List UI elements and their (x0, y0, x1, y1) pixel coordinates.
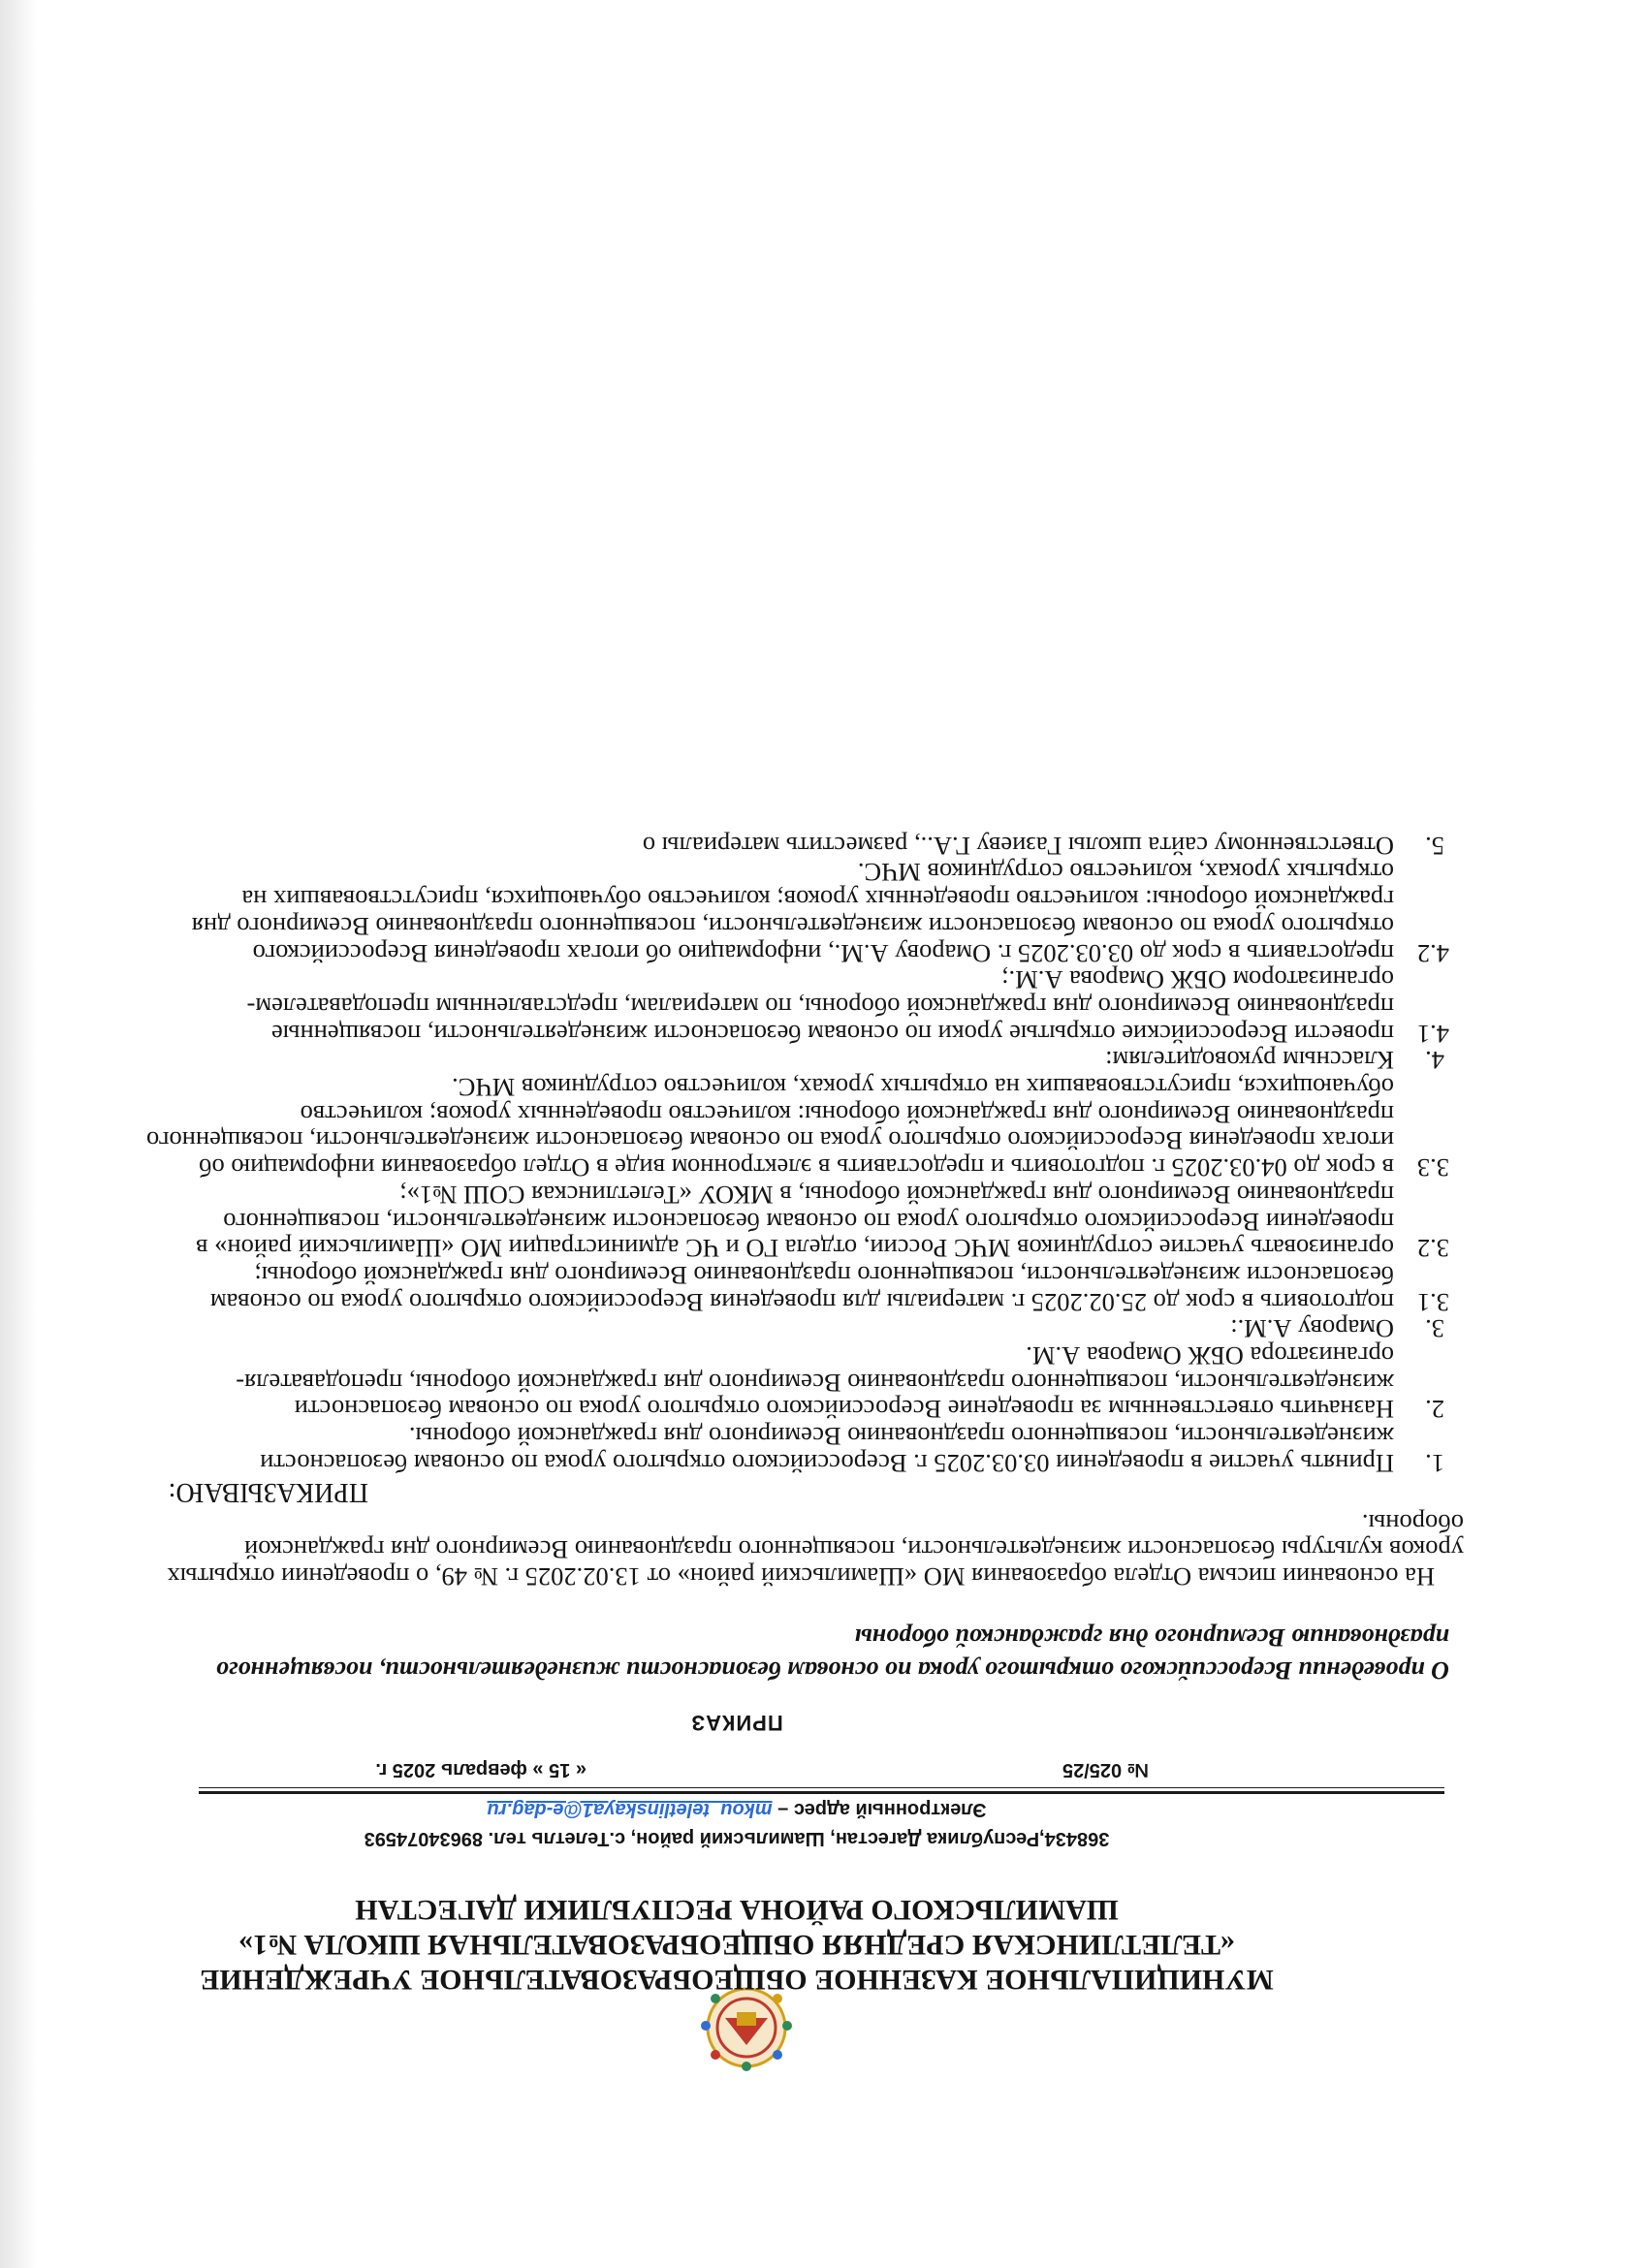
scan-edge-shadow (0, 0, 37, 2268)
item-number: 3.3 (1416, 1153, 1449, 1183)
item-text: Омарову А.М.: (1230, 1314, 1394, 1344)
order-subitem (141, 1073, 1464, 1181)
item-text: Принять участие в проведении 03.03.2025 г. Всероссийского открытого урока по основам безопасности жизнедеятельности, посвященного празднованию Всемирного дня гражданской обороны. (260, 1422, 1394, 1478)
item-text: организовать участие сотрудников МЧС России, отдела ГО и ЧС администрации МО «Шамильский район» в проведении Всероссийского открытого урока по основам безопасности жизнедеятельности, посвященного празднованию Всемирного дня гражданской обороны, в МКОУ «Телетлинская СОШ №1»; (196, 1180, 1394, 1264)
order-number: № 025/25 (1062, 1759, 1149, 1780)
item-text: в срок до 04.03.2025 г. подготовить и предоставить в электронном виде в Отдел образования информацию об итогах проведения Всероссийского открытого урока по основам безопасности жизнедеятельности, посвященного празднованию Всемирного дня гражданской обороны: количество проведенных уроков; количество обучающихся, присутствовавших на открытых уроках, количество сотрудников МЧС. (146, 1073, 1394, 1183)
order-item (141, 1341, 1464, 1425)
org-line: МУНИЦИПАЛЬНОЕ КАЗЕННОЕ ОБЩЕОБРАЗОВАТЕЛЬНОЕ УЧРЕЖДЕНИЕ (200, 1964, 1274, 1996)
item-number: 2. (1425, 1395, 1444, 1425)
order-subitem (141, 1180, 1464, 1264)
order-subitem (141, 859, 1464, 966)
item-number: 4.1 (1416, 1019, 1449, 1049)
item-text: провести Всероссийские открытые уроки по основам безопасности жизнедеятельности, посвященные празднованию Всемирного дня гражданской обороны, по материалам, представленным преподавателем-организатором ОБЖ Омарова А.М.; (246, 965, 1394, 1049)
order-subject: О проведении Всероссийского открытого урока по основам безопасности жизнедеятельности, посвященного празднованию Всемирного дня гражданской обороны (215, 1623, 1449, 1685)
item-number: 3.1 (1416, 1287, 1449, 1317)
order-date: « 15 » февраль 2025 г. (375, 1759, 586, 1780)
document-title: ПРИКАЗ (690, 1711, 783, 1735)
item-text: Назначить ответственным за проведение Всероссийского открытого урока по основам безопасности жизнедеятельности, посвященного празднованию Всемирного дня гражданской обороны, преподавателя-организатора ОБЖ Омарова А.М. (236, 1341, 1394, 1425)
org-email-line (194, 1797, 1280, 1822)
order-item (141, 1422, 1464, 1478)
item-text: предоставить в срок до 03.03.2025 г. Омарову А.М., информацию об итогах проведения Всероссийского открытого урока по основам безопасности жизнедеятельности, посвященного празднованию Всемирного дня гражданской обороны: количество проведенных уроков; количество обучающихся, присутствовавших на открытых уроках, количество сотрудников МЧС. (191, 858, 1394, 968)
item-number: 5. (1425, 831, 1444, 861)
org-line: «ТЕЛЕТЛИНСКАЯ СРЕДНЯЯ ОБЩЕОБРАЗОВАТЕЛЬНАЯ ШКОЛА №1» (238, 1929, 1236, 1961)
order-item (141, 832, 1464, 859)
intro-paragraph: На основании письма Отдела образования МО «Шамильский район» от 13.02.2025 г. № 49, о проведении открытых уроков культуры безопасности жизнедеятельности, посвященного празднованию Всемирного дня гражданской обороны. (167, 1508, 1464, 1591)
order-subitem (141, 966, 1464, 1047)
item-text: подготовить в срок до 25.02.2025 г. материалы для проведения Всероссийского открытого урока по основам безопасности жизнедеятельности, посвященного празднованию Всемирного дня гражданской обороны; (209, 1260, 1394, 1317)
item-number: 3.2 (1416, 1234, 1449, 1264)
item-number: 4. (1425, 1046, 1444, 1076)
email-link[interactable]: mkou_teletlinskaya1@e-dag.ru (487, 1799, 773, 1820)
organization-name (194, 1892, 1280, 1997)
header-divider-thin (199, 1787, 1444, 1788)
order-item (141, 1315, 1464, 1342)
item-number: 4.2 (1416, 938, 1449, 968)
item-text: Классным руководителям: (1105, 1046, 1394, 1076)
item-number: 1. (1425, 1448, 1444, 1478)
order-body (141, 832, 1464, 1590)
order-word: ПРИКАЗЫВАЮ: (168, 1476, 368, 1507)
header-divider (199, 1791, 1444, 1794)
org-line: ШАМИЛЬСКОГО РАЙОНА РЕСПУБЛИКИ ДАГЕСТАН (355, 1894, 1119, 1926)
order-subitem (141, 1260, 1464, 1317)
item-number: 3. (1425, 1314, 1444, 1344)
item-text: Ответственному сайта школы Газиеву Г.А.., разместить материалы о (642, 831, 1394, 861)
email-label: Электронный адрес – (772, 1799, 987, 1820)
org-address: 368434,Республика Дагестан, Шамильский район, с.Телетль тел. 89634074593 (364, 1828, 1110, 1849)
order-item (141, 1047, 1464, 1074)
